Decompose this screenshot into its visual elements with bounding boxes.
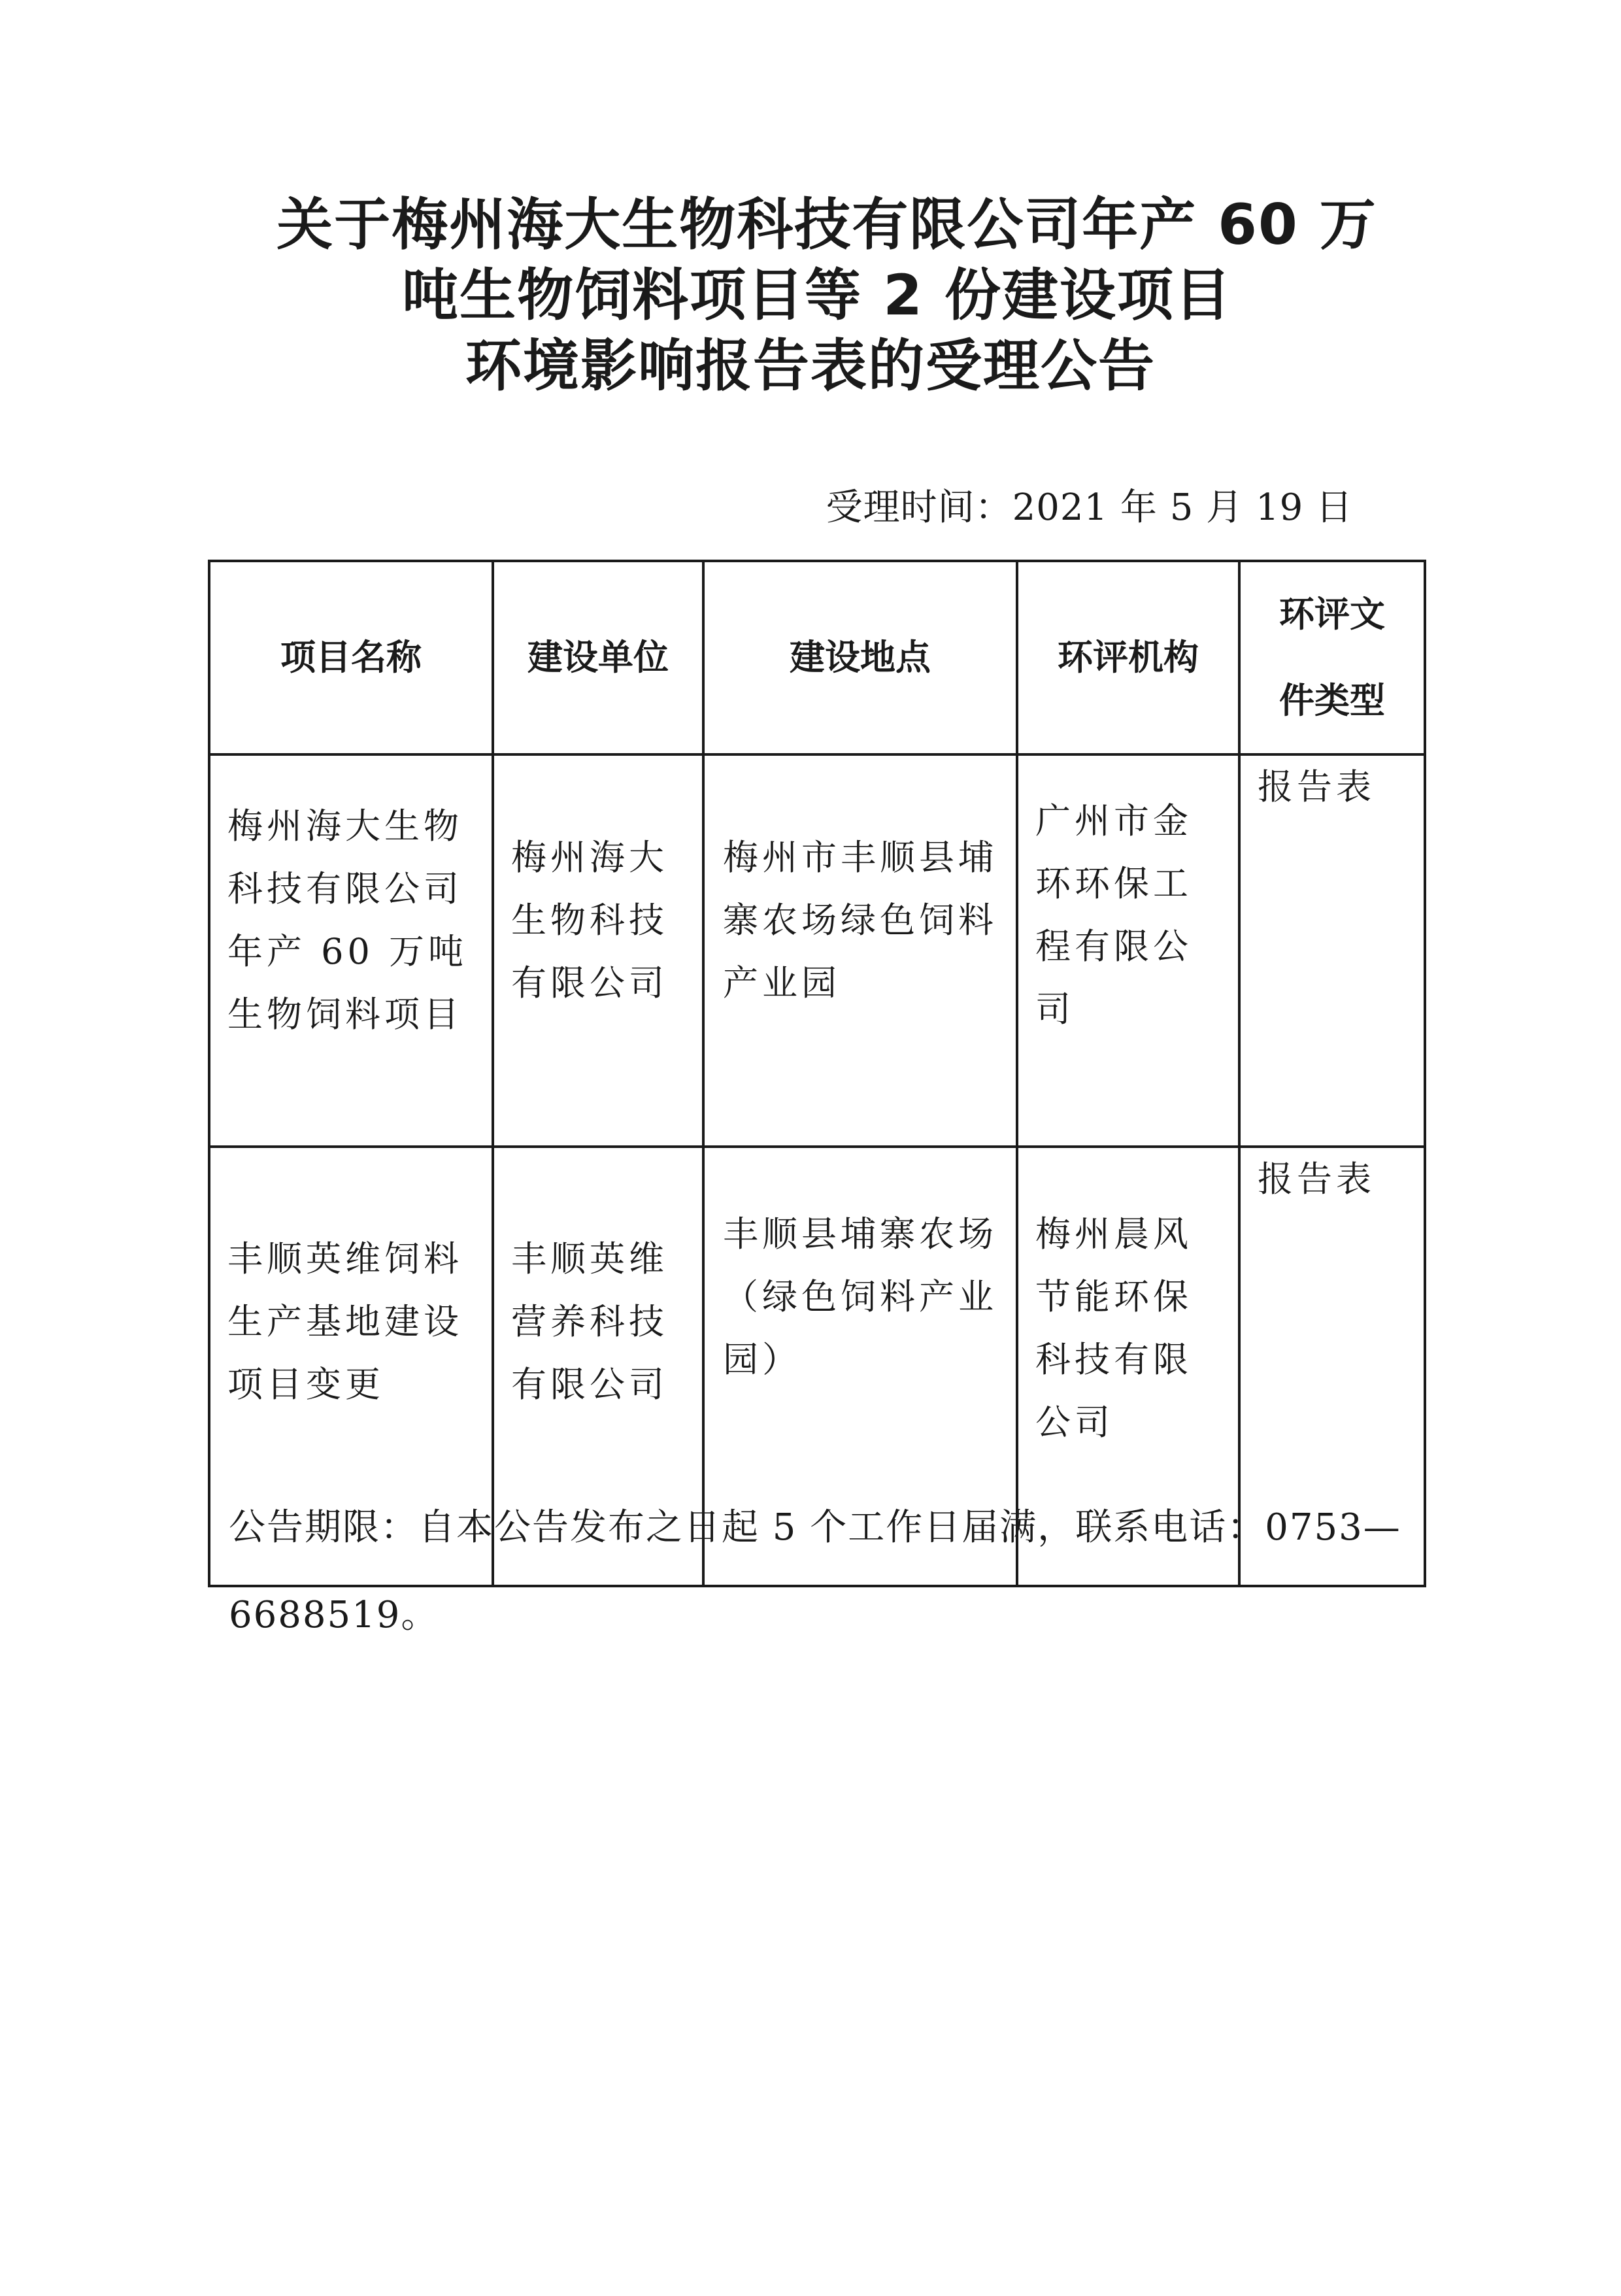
project-table (208, 560, 1426, 1587)
cell-project-name: 丰顺英维饲料生产基地建设项目变更 (209, 1147, 493, 1586)
header-eia-agency: 环评机构 (1017, 561, 1239, 754)
cell-eia-agency: 广州市金环环保工程有限公司 (1017, 754, 1239, 1147)
cell-eia-doc-type: 报告表 (1239, 1147, 1425, 1586)
header-eia-doc-type: 环评文件类型 (1239, 561, 1425, 754)
header-project-name: 项目名称 (209, 561, 493, 754)
header-construction-location: 建设地点 (703, 561, 1017, 754)
cell-construction-location: 丰顺县埔寨农场（绿色饲料产业园） (703, 1147, 1017, 1586)
notice-period: 公告期限：自本公告发布之日起 5 个工作日届满，联系电话：0753—6688519。 (229, 1506, 1401, 1636)
title-line-2: 吨生物饲料项目等 2 份建设项目 (402, 263, 1232, 328)
cell-construction-location: 梅州市丰顺县埔寨农场绿色饲料产业园 (703, 754, 1017, 1147)
title-line-3: 环境影响报告表的受理公告 (465, 333, 1156, 399)
header-construction-unit: 建设单位 (493, 561, 703, 754)
accept-date: 受理时间：2021 年 5 月 19 日 (826, 486, 1353, 529)
table-row (209, 754, 1425, 1147)
cell-construction-unit: 梅州海大生物科技有限公司 (493, 754, 703, 1147)
notice-title (0, 190, 1621, 401)
cell-construction-unit: 丰顺英维营养科技有限公司 (493, 1147, 703, 1586)
cell-eia-doc-type: 报告表 (1239, 754, 1425, 1147)
cell-eia-agency: 梅州晨风节能环保科技有限公司 (1017, 1147, 1239, 1586)
table-header-row (209, 561, 1425, 754)
title-line-1: 关于梅州海大生物科技有限公司年产 60 万 (276, 192, 1377, 258)
cell-project-name: 梅州海大生物科技有限公司年产 60 万吨生物饲料项目 (209, 754, 493, 1147)
